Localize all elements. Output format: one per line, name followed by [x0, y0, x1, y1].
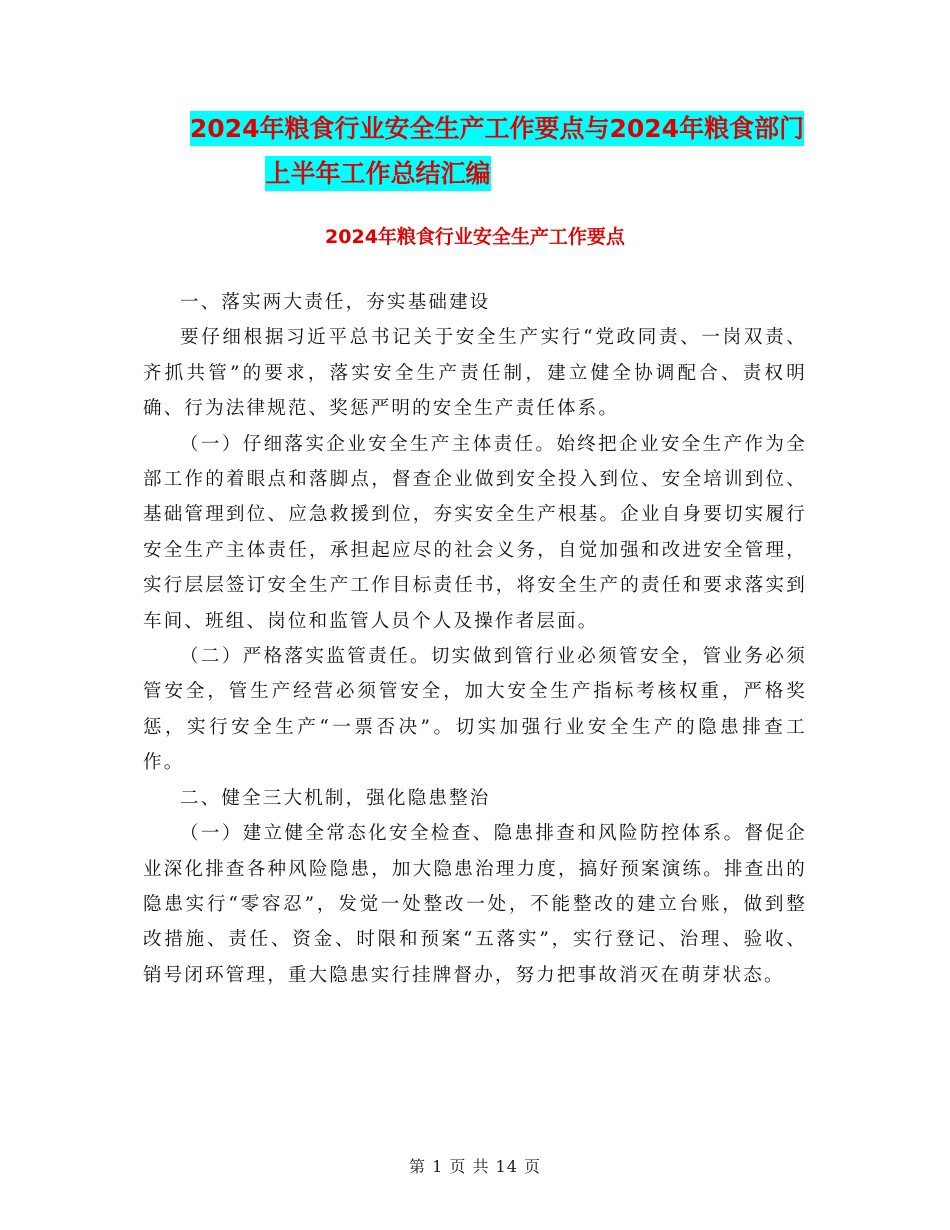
document-title-line1 — [22, 113, 950, 145]
paragraph: （一）建立健全常态化安全检查、隐患排查和风险防控体系。督促企业深化排查各种风险隐患，加大隐患治理力度，搞好预案演练。排查出的隐患实行“零容忍”，发觉一处整改一处，不能整改的建立台账，做到整改措施、责任、资金、时限和预案“五落实”，实行登记、治理、验收、销号闭环管理，重大隐患实行挂牌督办，努力把事故消灭在萌芽状态。 — [143, 823, 807, 986]
paragraph: 要仔细根据习近平总书记关于安全生产实行“党政同责、一岗双责、齐抓共管”的要求，落实安全生产责任制，建立健全协调配合、责权明确、行为法律规范、奖惩严明的安全生产责任体系。 — [143, 327, 807, 420]
paragraph: （一）仔细落实企业安全生产主体责任。始终把企业安全生产作为全部工作的着眼点和落脚点，督查企业做到安全投入到位、安全培训到位、基础管理到位、应急救援到位，夯实安全生产根基。企业自身要切实履行安全生产主体责任，承担起应尽的社会义务，自觉加强和改进安全管理，实行层层签订安全生产工作目标责任书，将安全生产的责任和要求落实到车间、班组、岗位和监管人员个人及操作者层面。 — [143, 433, 807, 632]
heading-section-1: 一、落实两大责任，夯实基础建设 — [180, 292, 491, 313]
paragraph: （二）严格落实监管责任。切实做到管行业必须管安全，管业务必须管安全，管生产经营必须管安全，加大安全生产指标考核权重，严格奖惩，实行安全生产“一票否决”。切实加强行业安全生产的隐患排查工作。 — [143, 646, 807, 774]
document-title-line1-text: 2024年粮食行业安全生产工作要点与2024年粮食部门 — [190, 111, 804, 146]
heading-section-2: 二、健全三大机制，强化隐患整治 — [180, 787, 491, 809]
document-body — [143, 285, 807, 993]
section-title: 2024年粮食行业安全生产工作要点 — [325, 226, 625, 248]
document-title-line2 — [0, 158, 853, 190]
page-number-footer: 第 1 页 共 14 页 — [409, 1157, 541, 1176]
document-title-line2-text: 上半年工作总结汇编 — [265, 156, 490, 191]
